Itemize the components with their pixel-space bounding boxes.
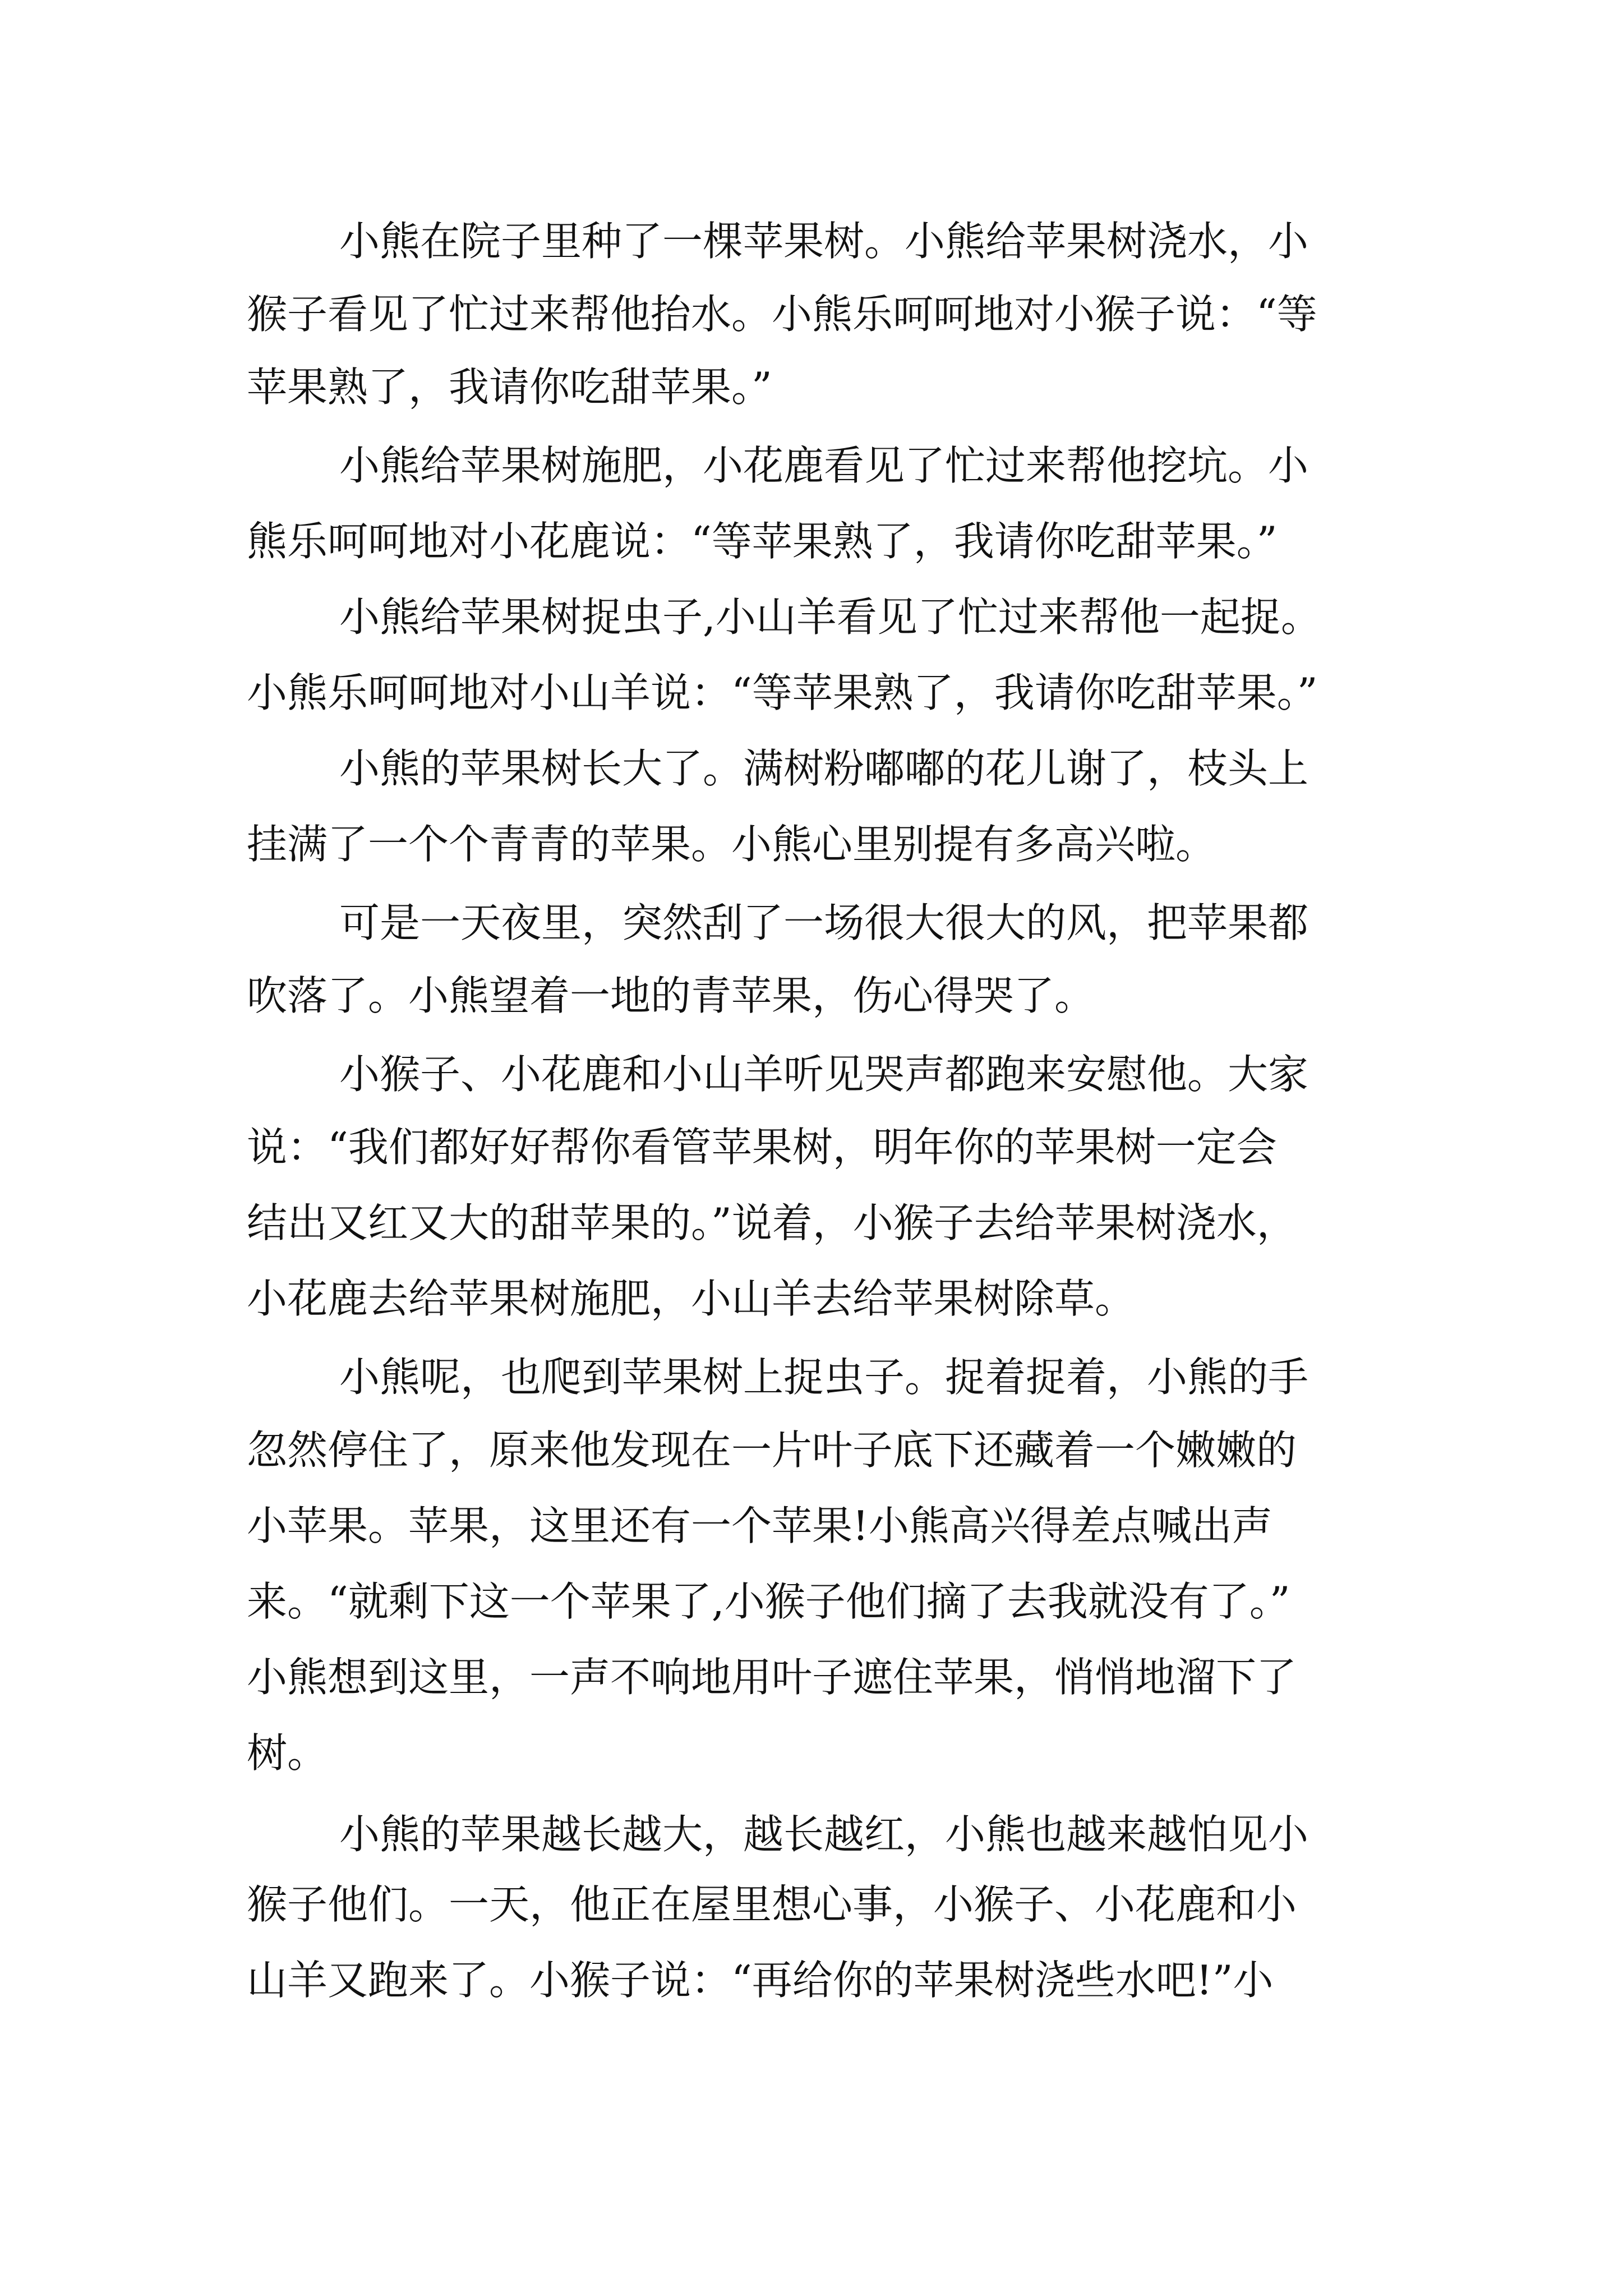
text-line: 小苹果。苹果，这里还有一个苹果!小熊高兴得差点喊出声 [247,1502,1272,1549]
text-line: 来。“就剩下这一个苹果了,小猴子他们摘了去我就没有了。” [247,1578,1290,1625]
text-line: 小熊的苹果树长大了。满树粉嘟嘟的花儿谢了，枝头上 [339,745,1309,792]
text-line: 苹果熟了，我请你吃甜苹果。” [247,364,772,411]
text-line: 挂满了一个个青青的苹果。小熊心里别提有多高兴啦。 [247,821,1216,868]
text-line: 小熊给苹果树施肥，小花鹿看见了忙过来帮他挖坑。小 [339,442,1309,489]
text-line: 猴子看见了忙过来帮他抬水。小熊乐呵呵地对小猴子说：“等 [247,291,1317,338]
text-line: 小熊在院子里种了一棵苹果树。小熊给苹果树浇水，小 [339,218,1309,265]
text-line: 小熊想到这里，一声不响地用叶子遮住苹果，悄悄地溜下了 [247,1654,1297,1701]
text-line: 小熊的苹果越长越大，越长越红，小熊也越来越怕见小 [339,1811,1309,1858]
text-line: 熊乐呵呵地对小花鹿说：“等苹果熟了，我请你吃甜苹果。” [247,518,1278,565]
text-line: 结出又红又大的甜苹果的。”说着，小猴子去给苹果树浇水， [247,1199,1297,1246]
text-line: 小猴子、小花鹿和小山羊听见哭声都跑来安慰他。大家 [339,1051,1309,1098]
text-line: 可是一天夜里，突然刮了一场很大很大的风，把苹果都 [339,899,1309,946]
text-line: 忽然停住了，原来他发现在一片叶子底下还藏着一个嫩嫩的 [247,1427,1297,1474]
text-line: 树。 [247,1729,328,1777]
text-line: 吹落了。小熊望着一地的青苹果，伤心得哭了。 [247,972,1095,1019]
text-line: 说：“我们都好好帮你看管苹果树，明年你的苹果树一定会 [247,1124,1277,1171]
text-line: 小熊给苹果树捉虫子,小山羊看见了忙过来帮他一起捉。 [339,593,1321,641]
text-line: 小熊乐呵呵地对小山羊说：“等苹果熟了，我请你吃甜苹果。” [247,669,1318,716]
text-line: 山羊又跑来了。小猴子说：“再给你的苹果树浇些水吧!”小 [247,1957,1274,2004]
text-line: 小花鹿去给苹果树施肥，小山羊去给苹果树除草。 [247,1275,1136,1322]
text-line: 小熊呢，也爬到苹果树上捉虫子。捉着捉着，小熊的手 [339,1354,1309,1401]
text-line: 猴子他们。一天，他正在屋里想心事，小猴子、小花鹿和小 [247,1881,1297,1928]
